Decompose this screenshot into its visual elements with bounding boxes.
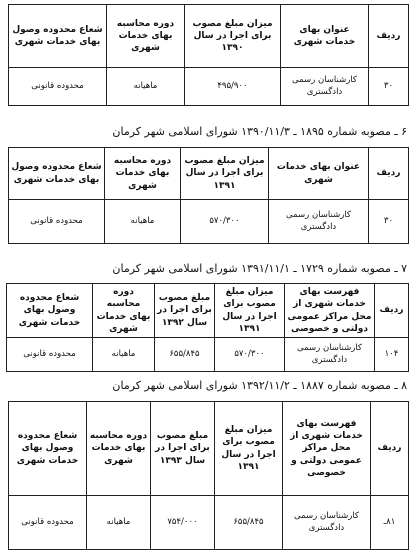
header-collection-area: شعاع محدوده وصول بهای خدمات شهری xyxy=(9,148,105,200)
cell-area: محدوده قانونی xyxy=(9,200,105,244)
cell-area: محدوده قانونی xyxy=(7,338,93,372)
cell-row-number: ۳۰ xyxy=(369,200,409,244)
cell-amount: ۵۷۰/۳۰۰ xyxy=(181,200,269,244)
header-approved-amount-1391: میزان مبلغ مصوب برای اجرا در سال ۱۳۹۱ xyxy=(215,402,283,496)
resolution-heading-6: ۶ ـ مصوبه شماره ۱۸۹۵ ـ ۱۳۹۰/۱۱/۳ شورای اسلامی شهر کرمان xyxy=(112,125,407,138)
header-collection-area: شعاع محدوده وصول بهای خدمات شهری xyxy=(7,284,93,338)
cell-row-number: ۸۱ـ xyxy=(371,496,409,550)
header-approved-amount-1392: مبلغ مصوب برای اجرا در سال ۱۳۹۲ xyxy=(155,284,215,338)
header-collection-area: شعاع محدوده وصول بهای خدمات شهری xyxy=(9,402,87,496)
cell-period: ماهیانه xyxy=(105,200,181,244)
resolution-heading-7: ۷ ـ مصوبه شماره ۱۷۲۹ ـ ۱۳۹۱/۱۱/۱ شورای اسلامی شهر کرمان xyxy=(112,262,407,275)
tariff-table-1 xyxy=(8,4,409,106)
cell-period: ماهیانه xyxy=(87,496,151,550)
cell-amount: ۴۹۵/۹۰۰ xyxy=(185,68,281,106)
cell-area: محدوده قانونی xyxy=(9,496,87,550)
header-calculation-period: دوره محاسبه بهای خدمات شهری xyxy=(93,284,155,338)
tariff-table-4 xyxy=(8,401,409,550)
cell-service-title: کارشناسان رسمی دادگستری xyxy=(269,200,369,244)
header-service-title: عنوان بهای خدمات شهری xyxy=(281,5,369,68)
tariff-table-3 xyxy=(6,283,409,372)
cell-period: ماهیانه xyxy=(107,68,185,106)
header-approved-amount-1390: میزان مبلغ مصوب برای اجرا در سال ۱۳۹۰ xyxy=(185,5,281,68)
header-approved-amount-1393: مبلغ مصوب برای اجرا در سال ۱۳۹۳ xyxy=(151,402,215,496)
cell-amount-1391: ۶۵۵/۸۴۵ xyxy=(215,496,283,550)
header-calculation-period: دوره محاسبه بهای خدمات شهری xyxy=(87,402,151,496)
header-approved-amount-1391: میزان مبلغ مصوب برای اجرا در سال ۱۳۹۱ xyxy=(215,284,285,338)
cell-amount-1393: ۷۵۴/۰۰۰ xyxy=(151,496,215,550)
cell-service-title: کارشناسان رسمی دادگستری xyxy=(285,338,375,372)
header-approved-amount-1391: میزان مبلغ مصوب برای اجرا در سال ۱۳۹۱ xyxy=(181,148,269,200)
header-service-title: عنوان بهای خدمات شهری xyxy=(269,148,369,200)
header-collection-area: شعاع محدوده وصول بهای خدمات شهری xyxy=(9,5,107,68)
tariff-table-2 xyxy=(8,147,409,244)
header-calculation-period: دوره محاسبه بهای خدمات شهری xyxy=(105,148,181,200)
cell-row-number: ۳۰ xyxy=(369,68,409,106)
cell-area: محدوده قانونی xyxy=(9,68,107,106)
header-row-number: ردیف xyxy=(375,284,409,338)
cell-period: ماهیانه xyxy=(93,338,155,372)
resolution-heading-8: ۸ ـ مصوبه شماره ۱۸۸۷ ـ ۱۳۹۲/۱۱/۲ شورای اسلامی شهر کرمان xyxy=(112,379,407,392)
header-row-number: ردیف xyxy=(369,5,409,68)
header-row-number: ردیف xyxy=(371,402,409,496)
header-service-list: فهرست بهای خدمات شهری از محل مراکز عمومی دولتی و خصوصی xyxy=(285,284,375,338)
header-row-number: ردیف xyxy=(369,148,409,200)
header-calculation-period: دوره محاسبه بهای خدمات شهری xyxy=(107,5,185,68)
cell-amount-1391: ۵۷۰/۳۰۰ xyxy=(215,338,285,372)
header-service-list: فهرست بهای خدمات شهری از محل مراکز عمومی دولتی و خصوصی xyxy=(283,402,371,496)
cell-amount-1392: ۶۵۵/۸۴۵ xyxy=(155,338,215,372)
cell-service-title: کارشناسان رسمی دادگستری xyxy=(281,68,369,106)
cell-service-title: کارشناسان رسمی دادگستری xyxy=(283,496,371,550)
cell-row-number: ۱۰۴ xyxy=(375,338,409,372)
